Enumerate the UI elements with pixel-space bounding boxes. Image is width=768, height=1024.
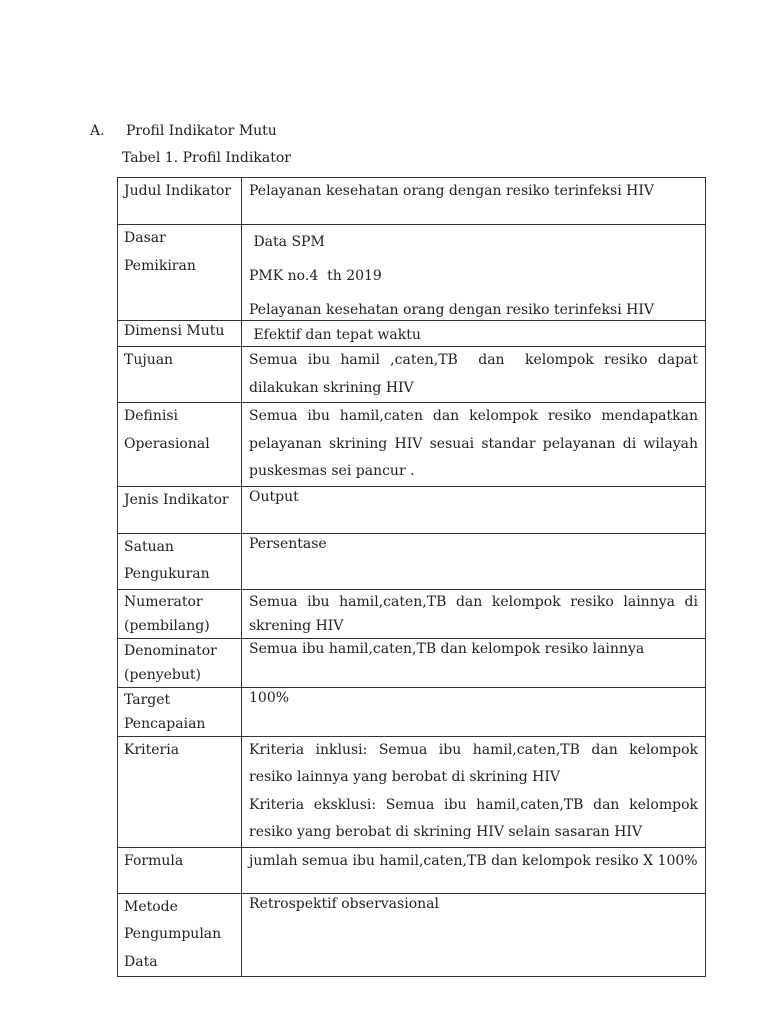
row-label: Jenis Indikator [118,486,242,533]
row-label: Metode Pengumpulan Data [118,893,242,977]
row-value-line: Kriteria inklusi: Semua ibu hamil,caten,TB dan kelompok resiko lainnya yang berobat di skrining HIV [249,741,698,785]
row-value: 100% [242,687,706,736]
row-value: Semua ibu hamil,caten,TB dan kelompok resiko lainnya [242,638,706,687]
section-title: Profil Indikator Mutu [126,123,277,139]
table-row [118,533,706,589]
row-label: Kriteria [118,736,242,847]
row-label: Dimensi Mutu [118,321,242,347]
row-value-line: Pelayanan kesehatan orang dengan resiko terinfeksi HIV [249,302,654,318]
section-heading [90,122,277,140]
table-row [118,847,706,893]
table-row [118,178,706,225]
row-value: jumlah semua ibu hamil,caten,TB dan kelompok resiko X 100% [242,847,706,893]
row-label: Judul Indikator [118,178,242,225]
row-value [242,225,706,321]
row-value-line: Data SPM [249,234,325,250]
table-row [118,403,706,487]
row-value: Persentase [242,533,706,589]
section-letter: A. [90,123,105,139]
table-caption: Tabel 1. Profil Indikator [122,150,291,166]
table-row [118,687,706,736]
table-row [118,736,706,847]
row-label: Definisi Operasional [118,403,242,487]
indicator-profile-table [117,177,706,977]
row-value: Semua ibu hamil,caten,TB dan kelompok resiko lainnya di skrening HIV [242,589,706,638]
row-value-line: PMK no.4 th 2019 [249,268,382,284]
table-row [118,893,706,977]
row-label: Satuan Pengukuran [118,533,242,589]
row-value: Pelayanan kesehatan orang dengan resiko terinfeksi HIV [242,178,706,225]
table-row [118,638,706,687]
row-label: Formula [118,847,242,893]
row-value: Output [242,486,706,533]
table-row [118,486,706,533]
row-value: Semua ibu hamil,caten dan kelompok resiko mendapatkan pelayanan skrining HIV sesuai standar pelayanan di wilayah puskesmas sei pancur . [242,403,706,487]
row-value: Retrospektif observasional [242,893,706,977]
table-row [118,347,706,403]
row-label: Tujuan [118,347,242,403]
row-label: Target Pencapaian [118,687,242,736]
row-label: Numerator (pembilang) [118,589,242,638]
table-row [118,321,706,347]
row-value [242,347,706,403]
row-label: Dasar Pemikiran [118,225,242,321]
row-value-text: Semua ibu hamil ,caten,TB dan kelompok resiko dapat dilakukan skrining HIV [249,352,703,396]
table-row [118,589,706,638]
row-value-line: Kriteria eksklusi: Semua ibu hamil,caten,TB dan kelompok resiko yang berobat di skrining HIV selain sasaran HIV [249,796,698,840]
table-row [118,225,706,321]
row-value [242,736,706,847]
row-value: Efektif dan tepat waktu [242,321,706,347]
row-label: Denominator (penyebut) [118,638,242,687]
